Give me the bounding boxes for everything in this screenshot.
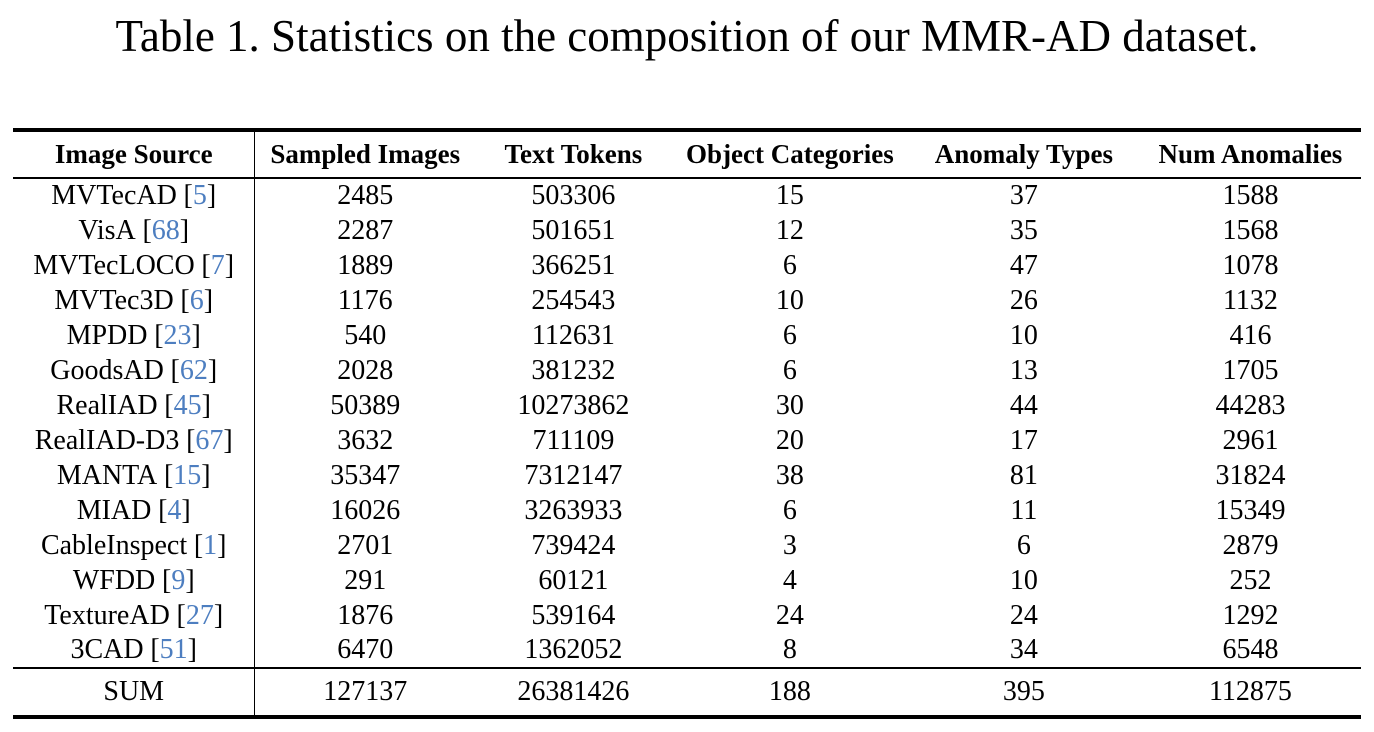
column-header-anomaly-types: Anomaly Types: [908, 130, 1140, 178]
image-source-cell: [13, 213, 255, 248]
num-anomalies-cell: 44283: [1215, 389, 1286, 421]
dataset-name: VisA: [78, 214, 136, 246]
table-header: [13, 130, 1361, 178]
object-categories-cell: 30: [775, 389, 804, 421]
image-source-cell: [13, 598, 255, 633]
citation-link[interactable]: 6: [189, 284, 204, 316]
anomaly-types-cell: 10: [1009, 319, 1038, 351]
table-row: [13, 528, 1361, 563]
citation-close-bracket: ]: [203, 284, 214, 316]
num-anomalies-cell: 1132: [1222, 284, 1278, 316]
table-row: [13, 423, 1361, 458]
column-header-sampled-images: Sampled Images: [255, 130, 475, 178]
citation: [194, 530, 227, 561]
num-anomalies-cell: 1588: [1222, 180, 1279, 211]
citation-link[interactable]: 62: [179, 354, 208, 386]
citation: [171, 355, 218, 386]
table-row: [13, 493, 1361, 528]
text-tokens-cell: 539164: [531, 599, 616, 631]
image-source-cell: [13, 458, 255, 493]
num-anomalies-cell: 1705: [1222, 354, 1279, 386]
citation: [164, 460, 211, 491]
sampled-images-cell: 50389: [330, 389, 401, 421]
text-tokens-cell: 381232: [531, 354, 616, 386]
anomaly-types-cell: 34: [908, 633, 1140, 668]
anomaly-types-cell: 11: [1010, 494, 1038, 526]
table-row: [13, 178, 1361, 213]
dataset-name: RealIAD-D3: [34, 424, 180, 456]
sampled-images-cell: 3632: [337, 424, 394, 456]
citation-link[interactable]: 45: [173, 389, 202, 421]
sampled-images-cell: 1876: [337, 599, 394, 631]
anomaly-types-cell: 17: [1009, 424, 1038, 456]
dataset-name: CableInspect: [40, 529, 188, 561]
dataset-name: MANTA: [56, 459, 158, 491]
citation: [201, 250, 234, 281]
citation-open-bracket: [: [164, 389, 174, 421]
citation-open-bracket: [: [193, 529, 204, 561]
citation-link[interactable]: 9: [171, 564, 186, 596]
column-header-image-source: Image Source: [13, 130, 255, 178]
citation-close-bracket: ]: [223, 424, 233, 456]
citation-close-bracket: ]: [201, 389, 211, 421]
object-categories-cell: 12: [775, 214, 804, 246]
num-anomalies-cell: 416: [1229, 319, 1272, 351]
citation-open-bracket: [: [163, 459, 174, 491]
sampled-images-cell: 1176: [337, 284, 393, 316]
citation: [162, 565, 195, 596]
sum-row: [13, 668, 1361, 717]
citation-open-bracket: [: [201, 249, 211, 281]
citation-close-bracket: ]: [191, 319, 201, 351]
citation: [150, 634, 197, 665]
column-header-num-anomalies: Num Anomalies: [1140, 130, 1361, 178]
num-anomalies-cell: 1292: [1222, 599, 1279, 631]
table-row: [13, 318, 1361, 353]
table-caption: Table 1. Statistics on the composition of our MMR-AD dataset.: [115, 11, 1259, 61]
image-source-cell: [13, 283, 255, 318]
num-anomalies-cell: 2879: [1222, 529, 1279, 561]
citation-close-bracket: ]: [217, 529, 227, 561]
object-categories-cell: 4: [782, 564, 797, 596]
object-categories-cell: 15: [775, 180, 804, 211]
dataset-name: GoodsAD: [50, 354, 164, 386]
text-tokens-cell: 1362052: [475, 633, 672, 668]
citation-open-bracket: [: [176, 599, 186, 631]
table-row: [13, 213, 1361, 248]
table-row: [13, 563, 1361, 598]
object-categories-cell: 24: [775, 599, 804, 631]
anomaly-types-cell: 44: [1009, 389, 1038, 421]
text-tokens-cell: 254543: [531, 284, 616, 316]
table-row: [13, 388, 1361, 423]
citation-close-bracket: ]: [207, 354, 218, 386]
citation-close-bracket: ]: [224, 249, 235, 281]
sum-sampled-images-cell: 127137: [323, 676, 408, 707]
table-row: [13, 248, 1361, 283]
anomaly-types-cell: 37: [1009, 180, 1038, 211]
image-source-cell: [13, 528, 255, 563]
sum-text-tokens-cell: 26381426: [517, 676, 630, 707]
sampled-images-cell: 540: [344, 319, 387, 351]
sampled-images-cell: 6470: [255, 633, 475, 668]
citation-close-bracket: ]: [213, 599, 224, 631]
num-anomalies-cell: 31824: [1215, 459, 1286, 491]
citation-link[interactable]: 7: [210, 249, 225, 281]
citation-open-bracket: [: [161, 564, 172, 596]
sampled-images-cell: 2485: [337, 180, 394, 211]
citation-link[interactable]: 27: [185, 599, 214, 631]
citation-close-bracket: ]: [187, 634, 197, 665]
table-row: [13, 353, 1361, 388]
citation-link[interactable]: 15: [173, 459, 202, 491]
citation-link[interactable]: 51: [159, 634, 188, 665]
anomaly-types-cell: 81: [1009, 459, 1038, 491]
citation: [177, 600, 224, 631]
image-source-cell: [13, 353, 255, 388]
num-anomalies-cell: 15349: [1215, 494, 1286, 526]
dataset-statistics-table: [13, 128, 1361, 719]
citation: [164, 390, 211, 421]
text-tokens-cell: 366251: [531, 249, 616, 281]
object-categories-cell: 6: [782, 319, 797, 351]
anomaly-types-cell: 26: [1009, 284, 1038, 316]
sum-num-anomalies-cell: 112875: [1208, 676, 1292, 707]
dataset-name: WFDD: [72, 564, 156, 596]
anomaly-types-cell: 10: [1009, 564, 1038, 596]
object-categories-cell: 8: [672, 633, 908, 668]
sum-anomaly-types-cell: 395: [1002, 676, 1045, 707]
citation: [184, 180, 217, 211]
citation-open-bracket: [: [183, 180, 193, 211]
citation-close-bracket: ]: [206, 180, 217, 211]
object-categories-cell: 10: [775, 284, 804, 316]
table-row: [13, 598, 1361, 633]
text-tokens-cell: 711109: [532, 424, 615, 456]
citation: [154, 320, 201, 351]
citation-link[interactable]: 5: [192, 180, 207, 211]
object-categories-cell: 3: [782, 529, 797, 561]
citation-open-bracket: [: [154, 319, 164, 351]
citation-open-bracket: [: [150, 634, 160, 665]
citation-open-bracket: [: [170, 354, 180, 386]
num-anomalies-cell: 6548: [1140, 633, 1361, 668]
text-tokens-cell: 60121: [538, 564, 609, 596]
text-tokens-cell: 3263933: [524, 494, 623, 526]
citation-close-bracket: ]: [181, 494, 191, 526]
dataset-name: TextureAD: [44, 599, 170, 631]
table-row: [13, 283, 1361, 318]
image-source-cell: [13, 388, 255, 423]
sampled-images-cell: 2287: [337, 214, 394, 246]
table-body: [13, 178, 1361, 668]
sampled-images-cell: 2701: [337, 529, 394, 561]
citation: [158, 495, 191, 526]
text-tokens-cell: 501651: [531, 214, 616, 246]
citation-link[interactable]: 1: [203, 529, 218, 561]
citation-open-bracket: [: [186, 424, 196, 456]
image-source-cell: [13, 563, 255, 598]
sum-object-categories-cell: 188: [768, 676, 811, 707]
table-row: [13, 633, 1361, 668]
text-tokens-cell: 739424: [531, 529, 616, 561]
text-tokens-cell: 7312147: [524, 459, 623, 491]
header-row: [13, 130, 1361, 178]
sampled-images-cell: 2028: [337, 354, 394, 386]
table-footer: [13, 668, 1361, 717]
anomaly-types-cell: 6: [1016, 529, 1031, 561]
sum-label-cell: SUM: [13, 668, 255, 717]
num-anomalies-cell: 2961: [1222, 424, 1279, 456]
sampled-images-cell: 1889: [337, 249, 394, 281]
object-categories-cell: 20: [775, 424, 804, 456]
image-source-cell: [13, 318, 255, 353]
sampled-images-cell: 291: [344, 564, 387, 596]
image-source-cell: [13, 248, 255, 283]
dataset-name: MVTecLOCO: [33, 249, 195, 281]
anomaly-types-cell: 24: [1009, 599, 1038, 631]
citation-link[interactable]: 67: [195, 424, 224, 456]
citation: [180, 285, 213, 316]
object-categories-cell: 6: [782, 249, 797, 281]
dataset-name: MVTec3D: [54, 284, 174, 316]
num-anomalies-cell: 252: [1229, 564, 1272, 596]
citation-link[interactable]: 4: [167, 494, 182, 526]
object-categories-cell: 38: [775, 459, 804, 491]
image-source-cell: [13, 633, 255, 668]
num-anomalies-cell: 1078: [1222, 249, 1279, 281]
anomaly-types-cell: 47: [1009, 249, 1038, 281]
dataset-name: 3CAD: [70, 634, 144, 665]
citation-link[interactable]: 23: [163, 319, 192, 351]
num-anomalies-cell: 1568: [1222, 214, 1279, 246]
image-source-cell: [13, 493, 255, 528]
object-categories-cell: 6: [782, 494, 797, 526]
image-source-cell: [13, 178, 255, 213]
image-source-cell: [13, 423, 255, 458]
dataset-name: MPDD: [66, 319, 148, 351]
citation-close-bracket: ]: [185, 564, 195, 596]
dataset-name: MVTecAD: [51, 180, 177, 211]
citation-link[interactable]: 68: [151, 214, 180, 246]
object-categories-cell: 6: [782, 354, 797, 386]
citation-close-bracket: ]: [201, 459, 211, 491]
text-tokens-cell: 10273862: [517, 389, 630, 421]
citation-open-bracket: [: [158, 494, 168, 526]
dataset-name: MIAD: [76, 494, 152, 526]
citation-close-bracket: ]: [179, 214, 190, 246]
dataset-name: RealIAD: [56, 389, 158, 421]
column-header-text-tokens: Text Tokens: [475, 130, 672, 178]
anomaly-types-cell: 13: [1009, 354, 1038, 386]
anomaly-types-cell: 35: [1009, 214, 1038, 246]
citation-open-bracket: [: [142, 214, 152, 246]
sampled-images-cell: 35347: [330, 459, 401, 491]
text-tokens-cell: 112631: [531, 319, 615, 351]
citation: [142, 215, 189, 246]
text-tokens-cell: 503306: [531, 180, 616, 211]
sampled-images-cell: 16026: [330, 494, 401, 526]
table-row: [13, 458, 1361, 493]
column-header-object-categories: Object Categories: [672, 130, 908, 178]
citation: [186, 425, 233, 456]
citation-open-bracket: [: [180, 284, 190, 316]
